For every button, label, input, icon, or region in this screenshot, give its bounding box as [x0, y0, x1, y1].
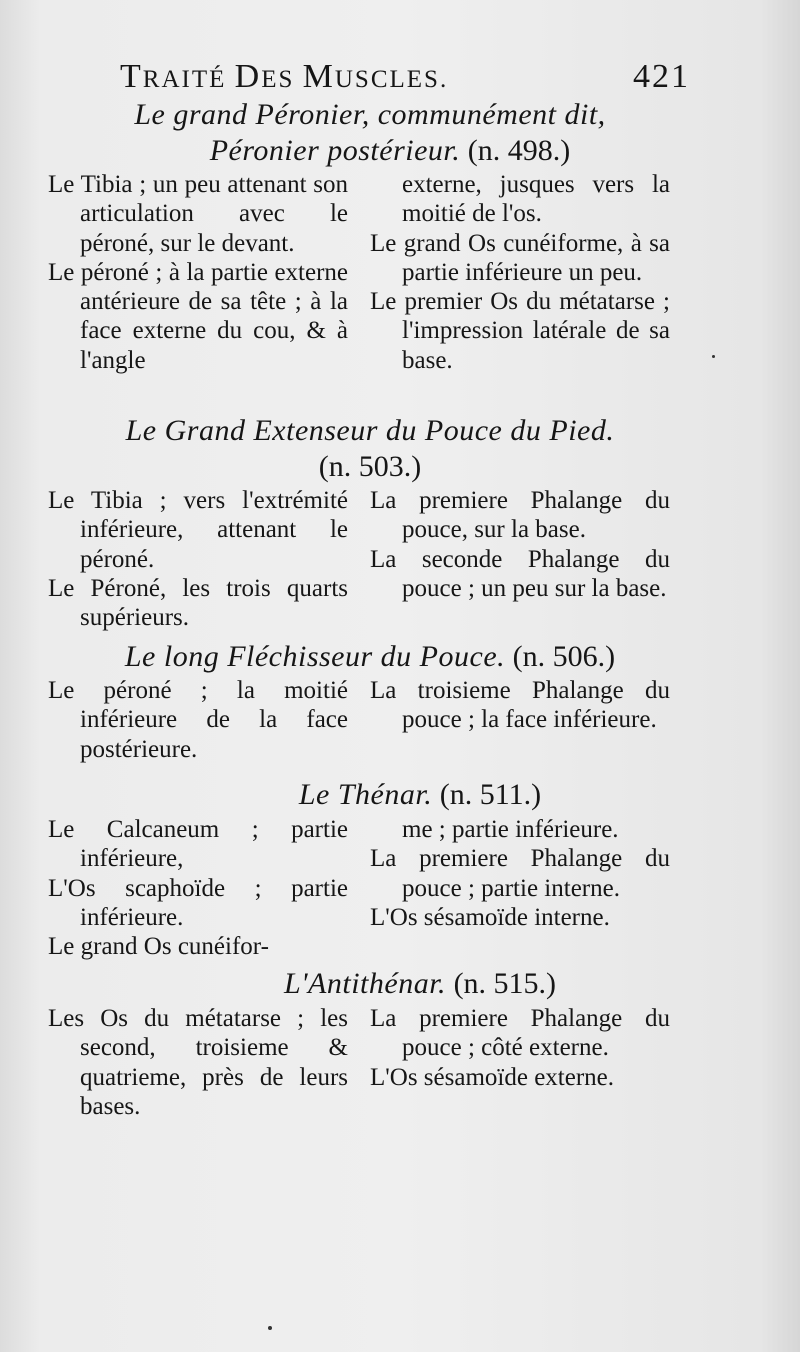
- section-1-left-column: [48, 170, 348, 375]
- origin-entry: Le péroné ; à la partie externe antérieure de sa tête ; à la face externe du cou, & à l'angle: [48, 258, 348, 374]
- insertion-entry: La premiere Phalange du pouce ; partie interne.: [370, 845, 670, 902]
- insertion-entry: me ; partie inférieure.: [402, 816, 619, 843]
- section-2-right-column: [370, 486, 670, 603]
- origin-entry: Les Os du métatarse ; les second, troisieme & quatrieme, près de leurs bases.: [48, 1005, 348, 1120]
- insertion-entry: Le grand Os cunéiforme, à sa partie inférieure un peu.: [370, 229, 670, 286]
- insertion-entry: La seconde Phalange du pouce ; un peu sur la base.: [370, 545, 670, 602]
- origin-entry: Le Tibia ; vers l'extrémité inférieure, attenant le péroné.: [48, 487, 348, 573]
- section-title-antithenar: L'Antithénar. (n. 515.): [283, 967, 557, 1000]
- section-4-left-column: [48, 815, 348, 961]
- ink-speck: [712, 355, 715, 358]
- section-4-right-column: [370, 815, 670, 932]
- section-subtitle-peronier-posterieur: Péronier postérieur. (n. 498.): [209, 134, 571, 167]
- header-title: TRAITÉ DES MUSCLES.: [120, 58, 449, 95]
- insertion-entry: La premiere Phalange du pouce, sur la base.: [370, 487, 670, 544]
- insertion-entry: L'Os sésamoïde externe.: [370, 1063, 615, 1091]
- origin-entry: Le Tibia ; un peu attenant son articulation avec le péroné, sur le devant.: [48, 171, 348, 257]
- insertion-entry: Le premier Os du métatarse ; l'impression latérale de sa base.: [370, 288, 670, 374]
- origin-entry: Le Péroné, les trois quarts supérieurs.: [48, 574, 348, 632]
- insertion-entry: externe, jusques vers la moitié de l'os.: [402, 171, 670, 228]
- section-5-right-column: [370, 1004, 670, 1092]
- insertion-entry: L'Os sésamoïde interne.: [370, 903, 610, 931]
- running-header: [120, 58, 690, 96]
- section-title-thenar: Le Thénar. (n. 511.): [298, 778, 542, 811]
- origin-entry: Le grand Os cunéifor-: [48, 933, 269, 961]
- section-2-left-column: [48, 486, 348, 632]
- section-ref-grand-extenseur: (n. 503.): [318, 450, 422, 483]
- ink-speck: [268, 1326, 272, 1330]
- section-3-right-column: [370, 676, 670, 735]
- page-number: 421: [633, 58, 690, 95]
- origin-entry: Le péroné ; la moitié inférieure de la face postérieure.: [48, 677, 348, 763]
- origin-entry: L'Os scaphoïde ; partie inférieure.: [48, 874, 348, 931]
- section-title-long-flechisseur: Le long Fléchisseur du Pouce. (n. 506.): [124, 640, 616, 673]
- insertion-entry: La premiere Phalange du pouce ; côté externe.: [370, 1005, 670, 1062]
- section-1-right-column: [370, 170, 670, 375]
- origin-entry: Le Calcaneum ; partie inférieure,: [48, 816, 348, 873]
- section-3-left-column: [48, 676, 348, 764]
- section-5-left-column: [48, 1004, 348, 1121]
- section-title-grand-peronier: Le grand Péronier, communément dit,: [134, 98, 606, 131]
- insertion-entry: La troisieme Phalange du pouce ; la face inférieure.: [370, 677, 670, 734]
- section-title-grand-extenseur: Le Grand Extenseur du Pouce du Pied.: [125, 414, 615, 447]
